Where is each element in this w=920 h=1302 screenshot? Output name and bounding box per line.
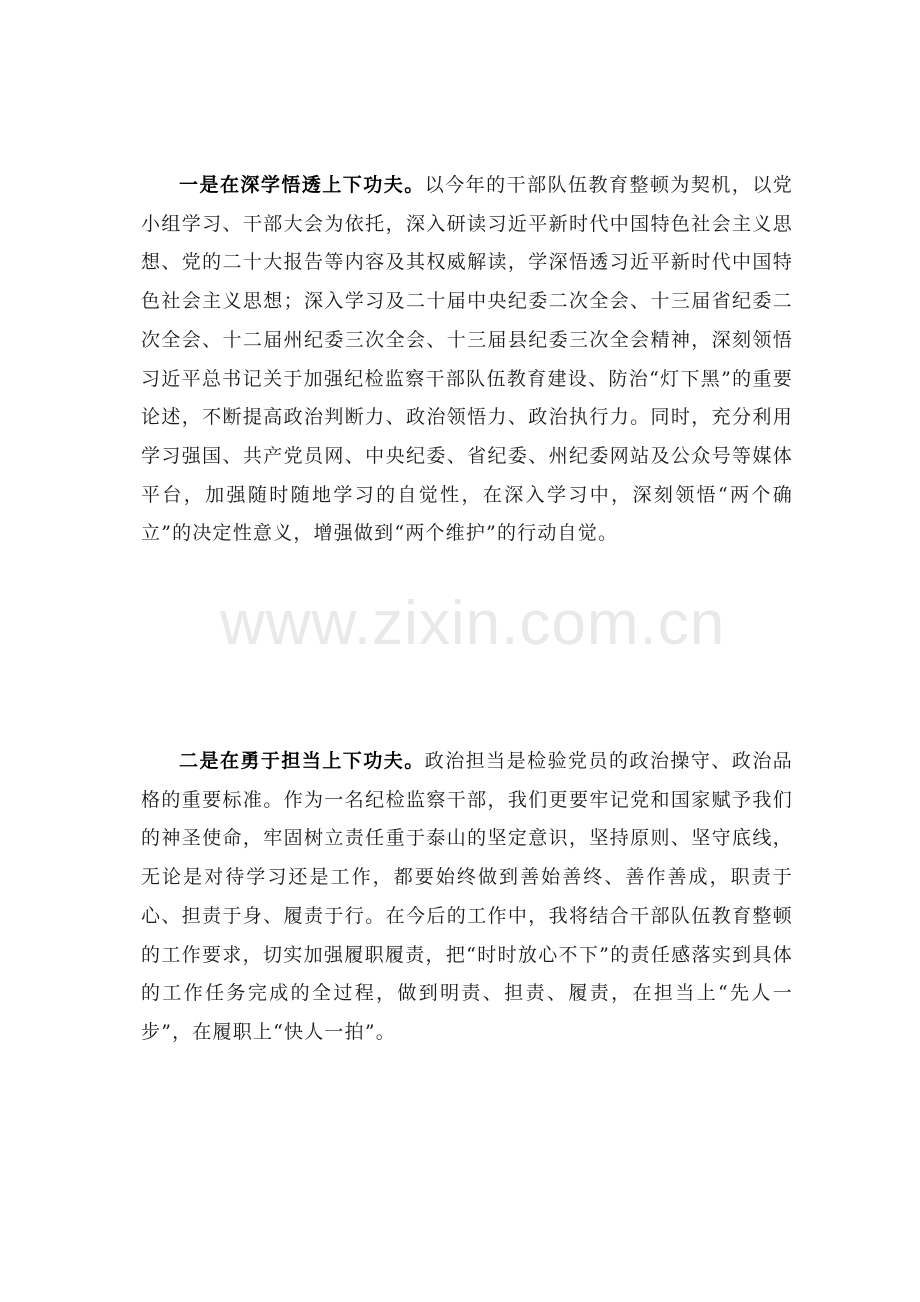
paragraph-2-lead: 二是在勇于担当上下功夫。 [179,750,425,772]
paragraph-2-body: 政治担当是检验党员的政治操守、政治品格的重要标准。作为一名纪检监察干部，我们更要牢记党和国家赋予我们的神圣使命，牢固树立责任重于泰山的坚定意识，坚持原则、坚守底线，无论是对待学习还是工作，都要始终做到善始善终、善作善成，职责于心、担责于身、履责于行。在今后的工作中，我将结合干部队伍教育整顿的工作要求，切实加强履职履责，把“时时放心不下”的责任感落实到具体的工作任务完成的全过程，做到明责、担责、履责，在担当上“先人一步”，在履职上“快人一拍”。 [141,750,794,1043]
paragraph-1-body: 以今年的干部队伍教育整顿为契机，以党小组学习、干部大会为依托，深入研读习近平新时代中国特色社会主义思想、党的二十大报告等内容及其权威解读，学深悟透习近平新时代中国特色社会主义思想；深入学习及二十届中央纪委二次全会、十三届省纪委二次全会、十二届州纪委三次全会、十三届县纪委三次全会精神，深刻领悟习近平总书记关于加强纪检监察干部队伍教育建设、防治“灯下黑”的重要论述，不断提高政治判断力、政治领悟力、政治执行力。同时，充分利用学习强国、共产党员网、中央纪委、省纪委、州纪委网站及公众号等媒体平台，加强随时随地学习的自觉性，在深入学习中，深刻领悟“两个确立”的决定性意义，增强做到“两个维护”的行动自觉。 [141,174,794,545]
watermark: www.zixin.com.cn [220,589,726,658]
paragraph-1 [141,166,793,553]
paragraph-2 [141,742,793,1052]
paragraph-1-lead: 一是在深学悟透上下功夫。 [179,174,425,196]
